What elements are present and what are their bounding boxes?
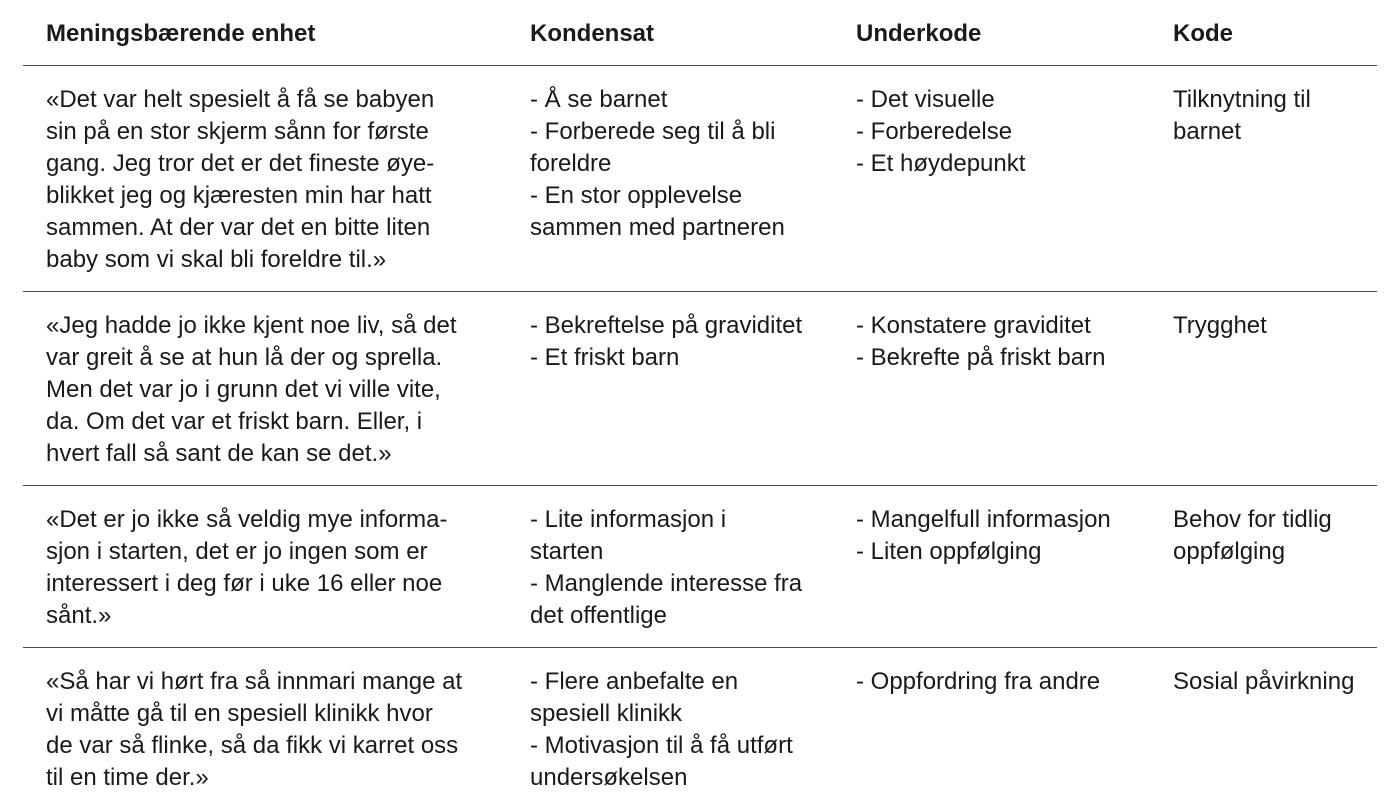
subcode-cell: - Konstatere graviditet - Bekrefte på friskt barn (856, 312, 1106, 371)
subcode-cell: - Mangelfull informasjon - Liten oppfølging (856, 506, 1111, 565)
meaning-unit-cell: «Det er jo ikke så veldig mye informa- sjon i starten, det er jo ingen som er interessert i deg før i uke 16 eller noe sånt.» (46, 506, 448, 629)
subcode-cell: - Det visuelle - Forberedelse - Et høydepunkt (856, 86, 1026, 177)
condensate-cell: - Lite informasjon i starten - Manglende interesse fra det offentlige (530, 506, 803, 629)
meaning-unit-cell: «Så har vi hørt fra så innmari mange at vi måtte gå til en spesiell klinikk hvor de var så flinke, så da fikk vi karret oss til en time der.» (46, 668, 463, 791)
header-condensate: Kondensat (530, 20, 655, 47)
code-cell: Behov for tidlig oppfølging (1173, 506, 1332, 565)
condensate-cell: - Flere anbefalte en spesiell klinikk - Motivasjon til å få utført undersøkelsen (530, 668, 793, 791)
subcode-cell: - Oppfordring fra andre (856, 668, 1101, 695)
code-cell: Tilknytning til barnet (1173, 86, 1311, 145)
meaning-unit-cell: «Jeg hadde jo ikke kjent noe liv, så det var greit å se at hun lå der og sprella. Men det var jo i grunn det vi ville vite, da. Om det var et friskt barn. Eller, i hvert fall så sant de kan se det.» (46, 312, 457, 467)
code-cell: Sosial påvirkning (1173, 668, 1355, 695)
header-code: Kode (1173, 20, 1233, 47)
code-cell: Trygghet (1173, 312, 1267, 339)
header-meaning-unit: Meningsbærende enhet (46, 20, 316, 47)
coding-table (23, 0, 1377, 789)
condensate-cell: - Å se barnet - Forberede seg til å bli foreldre - En stor opplevelse sammen med partneren (530, 86, 785, 241)
table-row (23, 648, 1377, 789)
table-header-row (23, 0, 1377, 66)
condensate-cell: - Bekreftelse på graviditet - Et friskt barn (530, 312, 803, 371)
table-row (23, 486, 1377, 648)
table-row (23, 66, 1377, 292)
table-row (23, 292, 1377, 486)
header-subcode: Underkode (856, 20, 982, 47)
meaning-unit-cell: «Det var helt spesielt å få se babyen sin på en stor skjerm sånn for første gang. Jeg tror det er det fineste øye- blikket jeg og kjæresten min har hatt sammen. At der var det en bitte liten baby som vi skal bli foreldre til.» (46, 86, 435, 273)
